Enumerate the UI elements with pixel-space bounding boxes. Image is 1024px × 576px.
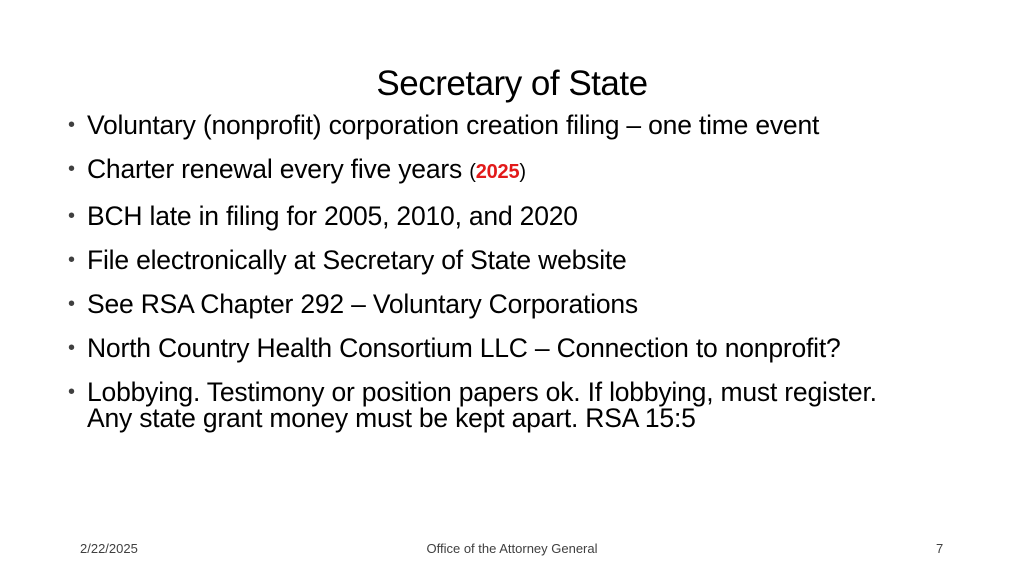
paren-close: ) (519, 161, 526, 183)
bullet-item (66, 203, 926, 229)
slide-title: Secretary of State (376, 64, 648, 103)
bullet-item (66, 379, 926, 431)
bullet-list (66, 112, 926, 449)
bullet-text: See RSA Chapter 292 – Voluntary Corporations (87, 289, 638, 319)
footer-title: Office of the Attorney General (426, 541, 598, 556)
bullet-item (66, 112, 926, 138)
bullet-item (66, 291, 926, 317)
bullet-text: Charter renewal every five years (87, 154, 470, 184)
bullet-glyph: • (68, 293, 75, 315)
page-number: 7 (936, 541, 944, 556)
bullet-item (66, 335, 926, 361)
bullet-item (66, 247, 926, 273)
bullet-glyph: • (68, 249, 75, 271)
bullet-item (66, 156, 926, 185)
bullet-text: BCH late in filing for 2005, 2010, and 2020 (87, 201, 578, 231)
bullet-text: File electronically at Secretary of State website (87, 245, 627, 275)
paren-open: ( (469, 161, 476, 183)
renewal-year-group (469, 161, 526, 183)
bullet-glyph: • (68, 205, 75, 227)
renewal-year-highlight: 2025 (475, 161, 520, 183)
bullet-glyph: • (68, 158, 75, 180)
bullet-glyph: • (68, 337, 75, 359)
bullet-text: North Country Health Consortium LLC – Connection to nonprofit? (87, 333, 841, 363)
bullet-text: Lobbying. Testimony or position papers ok. If lobbying, must register. Any state grant money must be kept apart. RSA 15:5 (87, 377, 877, 433)
bullet-text: Voluntary (nonprofit) corporation creation filing – one time event (87, 110, 820, 140)
bullet-glyph: • (68, 114, 75, 136)
bullet-glyph: • (68, 381, 75, 403)
footer-date: 2/22/2025 (80, 541, 138, 556)
